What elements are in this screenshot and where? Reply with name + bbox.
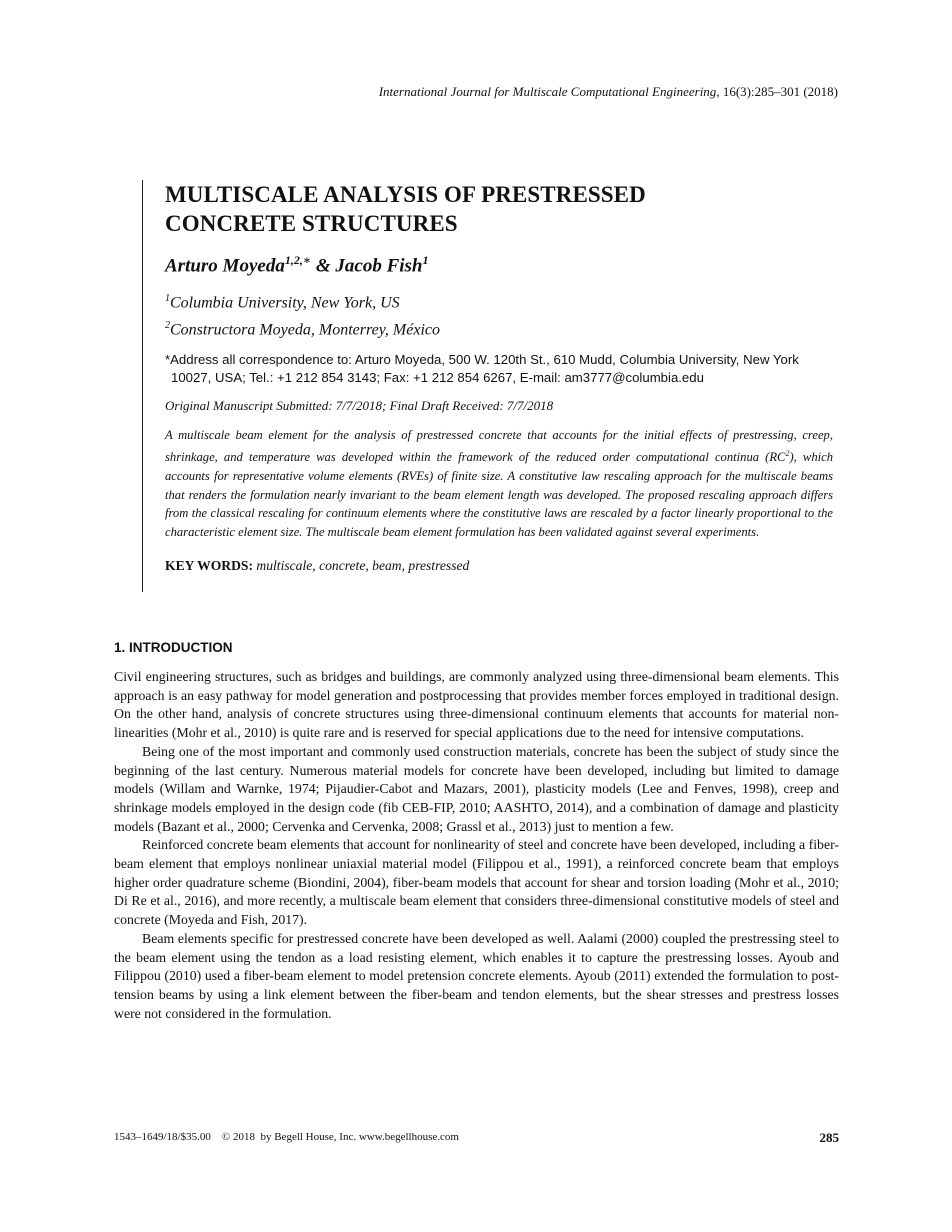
keywords [165, 558, 833, 574]
correspondence-address: *Address all correspondence to: Arturo Moyeda, 500 W. 120th St., 610 Mudd, Columbia University, New York 10027, USA; Tel.: +1 212 854 3143; Fax: +1 212 854 6267, E-mail: am3777@columbia.edu [165, 351, 799, 385]
affiliation-2 [165, 315, 833, 341]
author-2-affiliation-marks: 1 [422, 253, 429, 267]
affiliation-2-text: Constructora Moyeda, Monterrey, México [170, 320, 441, 338]
abstract-text-2: ), which accounts for representative volume elements (RVEs) of finite size. A constitutive law rescaling approach for the multiscale beams that renders the formulation nearly invariant to the beam element length was developed. The proposed rescaling approach differs from the classical rescaling for continuum elements where the constitutive laws are rescaled by a factor linearly proportional to the characteristic element size. The multiscale beam element formulation has been validated against several experiments. [165, 449, 833, 540]
affiliation-1-text: Columbia University, New York, US [170, 294, 400, 312]
abstract-text-1: A multiscale beam element for the analysis of prestressed concrete that accounts for the initial effects of prestressing, creep, shrinkage, and temperature was developed within the framework of the reduced order computational continua (RC [165, 427, 833, 464]
author-list [165, 248, 833, 278]
paragraph-2: Being one of the most important and commonly used construction materials, concrete has been the subject of study since the beginning of the last century. Numerous material models for concrete have been developed, including but limited to damage models (Willam and Warnke, 1974; Pijaudier-Cabot and Mazars, 2001), plasticity models (Lee and Fenves, 1998), creep and shrinkage models employed in the design code (fib CEB-FIP, 2010; AASHTO, 2014), and a combination of damage and plasticity models (Bazant et al., 2000; Cervenka and Cervenka, 2008; Grassl et al., 2013) just to mention a few. [114, 743, 839, 834]
running-header [379, 84, 838, 100]
journal-name: International Journal for Multiscale Computational Engineering [378, 84, 717, 99]
author-1-name: Arturo Moyeda [165, 255, 285, 277]
author-1-affiliation-marks: 1,2,∗ [284, 253, 312, 267]
affiliations [165, 288, 833, 341]
author-separator: & [311, 255, 336, 277]
page-number: 285 [819, 1130, 839, 1145]
author-2-name: Jacob Fish [335, 255, 423, 277]
paragraph-1: Civil engineering structures, such as bridges and buildings, are commonly analyzed using three-dimensional beam elements. This approach is an easy pathway for model generation and postprocessing that provides member forces employed in traditional design. On the other hand, analysis of concrete structures using three-dimensional continuum elements that accounts for material non-linearities (Mohr et al., 2010) is quite rare and is reserved for special applications due to the need for intensive computations. [114, 669, 839, 741]
journal-citation: , 16(3):285–301 (2018) [716, 84, 838, 99]
abstract [165, 426, 833, 542]
front-matter-block [142, 180, 833, 592]
submission-dates: Original Manuscript Submitted: 7/7/2018; Final Draft Received: 7/7/2018 [165, 397, 554, 413]
footer-copyright: 1543–1649/18/$35.00 © 2018 by Begell House, Inc. www.begellhouse.com [114, 1131, 459, 1143]
title-line-2: CONCRETE STRUCTURES [165, 211, 458, 236]
body-text [114, 668, 839, 1023]
affiliation-1 [165, 288, 833, 314]
keywords-label: KEY WORDS: [165, 557, 253, 573]
abstract-superscript: 2 [785, 448, 790, 458]
keywords-values: multiscale, concrete, beam, prestressed [253, 557, 470, 573]
title-line-1: MULTISCALE ANALYSIS OF PRESTRESSED [165, 182, 646, 207]
article-title [165, 180, 833, 238]
affiliation-2-mark: 2 [165, 319, 170, 331]
affiliation-1-mark: 1 [165, 293, 170, 305]
paragraph-4: Beam elements specific for prestressed concrete have been developed as well. Aalami (2000) coupled the prestressing steel to the beam element using the tendon as a load resisting element, which enables it to capture the prestressing losses. Ayoub and Filippou (2010) used a fiber-beam element to model pretension concrete elements. Ayoub (2011) extended the formulation to post-tension beams by using a link element between the fiber-beam and tendon elements, but the shear stresses and prestress losses were not considered in the formulation. [114, 930, 839, 1021]
paragraph-3: Reinforced concrete beam elements that account for nonlinearity of steel and concrete have been developed, including a fiber-beam element that employs nonlinear uniaxial material model (Filippou et al., 1991), a reinforced concrete beam that employs higher order quadrature scheme (Biondini, 2004), fiber-beam models that account for shear and torsion loading (Mohr et al., 2010; Di Re et al., 2016), and more recently, a multiscale beam element that considers three-dimensional constitutive models of steel and concrete (Moyeda and Fish, 2017). [114, 837, 839, 928]
section-heading: 1. INTRODUCTION [114, 640, 233, 655]
front-matter-content [165, 180, 833, 574]
